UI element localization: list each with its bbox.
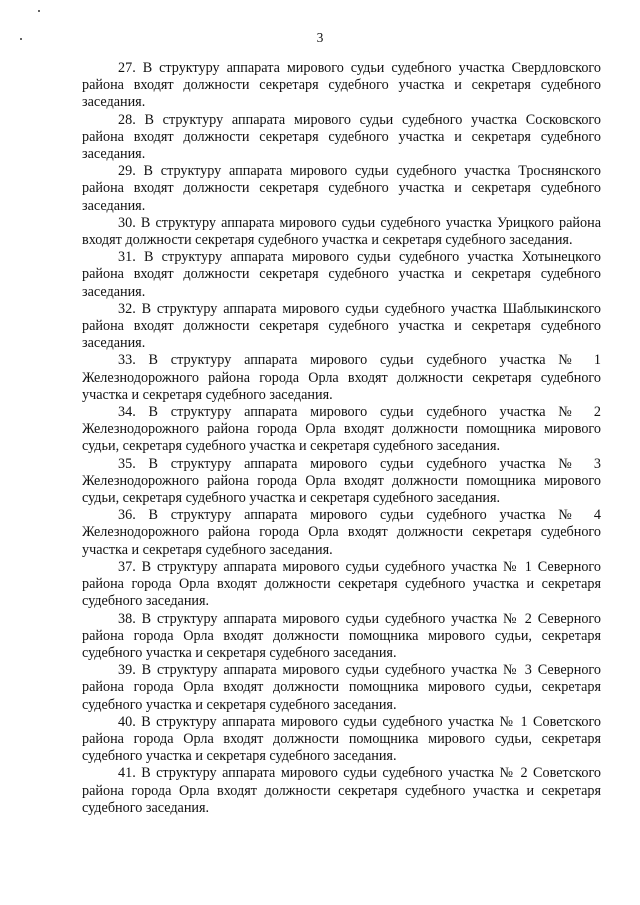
paragraph-37: 37. В структуру аппарата мирового судьи судебного участка № 1 Северного района города Орла входят должности секретаря судебного участка и секретаря судебного заседания. [82,558,601,610]
paragraph-32: 32. В структуру аппарата мирового судьи судебного участка Шаблыкинского района входят должности секретаря судебного участка и секретаря судебного заседания. [82,300,601,352]
document-body [82,60,601,817]
page-number: 3 [316,30,324,45]
paragraph-35: 35. В структуру аппарата мирового судьи судебного участка № 3 Железнодорожного района города Орла входят должности помощника мирового судьи, секретаря судебного участка и секретаря судебного заседания. [82,455,601,507]
paragraph-39: 39. В структуру аппарата мирового судьи судебного участка № 3 Северного района города Орла входят должности помощника мирового судьи, секретаря судебного участка и секретаря судебного заседания. [82,662,601,713]
paragraph-28: 28. В структуру аппарата мирового судьи судебного участка Сосковского района входят должности секретаря судебного участка и секретаря судебного заседания. [82,111,601,163]
paragraph-31: 31. В структуру аппарата мирового судьи судебного участка Хотынецкого района входят должности секретаря судебного участка и секретаря судебного заседания. [82,249,601,300]
paragraph-29: 29. В структуру аппарата мирового судьи судебного участка Троснянского района входят должности секретаря судебного участка и секретаря судебного заседания. [82,163,601,214]
paragraph-30: 30. В структуру аппарата мирового судьи судебного участка Урицкого района входят должности секретаря судебного участка и секретаря судебного заседания. [82,214,601,249]
paragraph-33: 33. В структуру аппарата мирового судьи судебного участка № 1 Железнодорожного района города Орла входят должности секретаря судебного участка и секретаря судебного заседания. [82,352,601,403]
scan-speck [38,10,40,12]
paragraph-36: 36. В структуру аппарата мирового судьи судебного участка № 4 Железнодорожного района города Орла входят должности секретаря судебного участка и секретаря судебного заседания. [82,507,601,558]
paragraph-27: 27. В структуру аппарата мирового судьи судебного участка Свердловского района входят должности секретаря судебного участка и секретаря судебного заседания. [82,60,601,111]
paragraph-40: 40. В структуру аппарата мирового судьи судебного участка № 1 Советского района города Орла входят должности помощника мирового судьи, секретаря судебного участка и секретаря судебного заседания. [82,713,601,765]
paragraph-41: 41. В структуру аппарата мирового судьи судебного участка № 2 Советского района города Орла входят должности секретаря судебного участка и секретаря судебного заседания. [82,765,601,816]
paragraph-38: 38. В структуру аппарата мирового судьи судебного участка № 2 Северного района города Орла входят должности помощника мирового судьи, секретаря судебного участка и секретаря судебного заседания. [82,610,601,661]
paragraph-34: 34. В структуру аппарата мирового судьи судебного участка № 2 Железнодорожного района города Орла входят должности помощника мирового судьи, секретаря судебного участка и секретаря судебного заседания. [82,404,601,455]
